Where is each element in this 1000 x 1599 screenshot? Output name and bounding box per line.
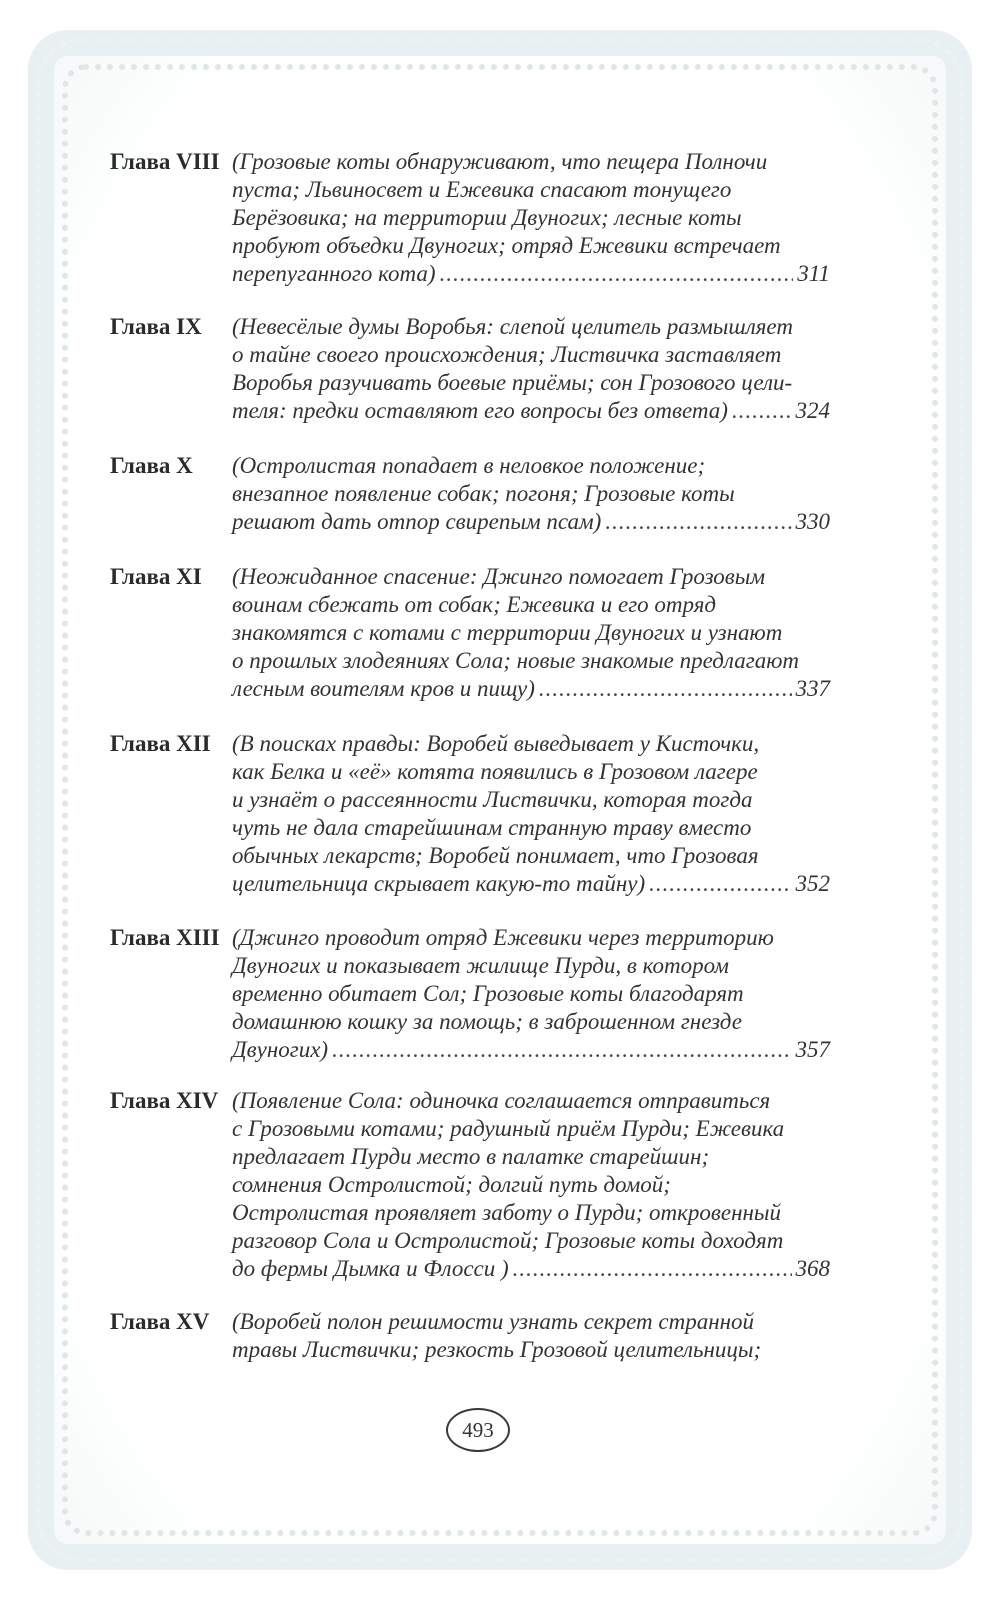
dot-leader	[732, 397, 792, 425]
chapter-description	[232, 1087, 830, 1283]
dot-leader	[440, 260, 794, 288]
chapter-page-number: 311	[797, 261, 830, 286]
description-line: разговор Сола и Остролистой; Грозовые коты доходят	[232, 1228, 784, 1253]
description-line: Воробья разучивать боевые приёмы; сон Грозового цели-	[232, 370, 793, 395]
chapter-description	[232, 148, 830, 288]
description-line: (Грозовые коты обнаруживают, что пещера Полночи	[232, 149, 768, 174]
description-line: перепуганного кота)	[232, 261, 436, 286]
chapter-description	[232, 924, 830, 1064]
chapter-label: Глава XIII	[110, 925, 220, 950]
description-line: Берёзовика; на территории Двуногих; лесные коты	[232, 205, 742, 230]
dot-leader	[649, 870, 791, 898]
description-line: целительница скрывает какую-то тайну)	[232, 871, 646, 896]
dot-leader	[539, 675, 792, 703]
chapter-label: Глава XI	[110, 564, 202, 589]
description-line: временно обитает Сол; Грозовые коты благодарят	[232, 981, 744, 1006]
description-line: предлагает Пурди место в палатке старейшин;	[232, 1144, 710, 1169]
description-line: травы Листвички; резкость Грозовой целительницы;	[232, 1337, 762, 1362]
chapter-description	[232, 452, 830, 536]
description-line: домашнюю кошку за помощь; в заброшенном гнезде	[232, 1009, 742, 1034]
chapter-page-number: 357	[795, 1037, 830, 1062]
chapter-page-number: 330	[795, 509, 830, 534]
chapter-page-number: 352	[795, 871, 830, 896]
chapter-label: Глава XV	[110, 1309, 210, 1334]
dot-leader	[332, 1036, 791, 1064]
description-line: Двуногих)	[232, 1037, 329, 1062]
chapter-page-number: 337	[795, 676, 830, 701]
description-line: (Неожиданное спасение: Джинго помогает Грозовым	[232, 564, 766, 589]
chapter-description	[232, 730, 830, 898]
description-line: теля: предки оставляют его вопросы без ответа)	[232, 398, 728, 423]
chapter-description	[232, 313, 830, 425]
description-last-line	[232, 260, 830, 288]
dot-leader	[513, 1255, 792, 1283]
description-line: решают дать отпор свирепым псам)	[232, 509, 602, 534]
description-line: (Невесёлые думы Воробья: слепой целитель размышляет	[232, 314, 793, 339]
description-last-line	[232, 1036, 830, 1064]
description-line: пуста; Львиносвет и Ежевика спасают тонущего	[232, 177, 732, 202]
description-last-line	[232, 675, 830, 703]
description-line: (Остролистая попадает в неловкое положение;	[232, 453, 706, 478]
chapter-label: Глава XII	[110, 731, 211, 756]
description-line: знакомятся с котами с территории Двуногих и узнают	[232, 620, 783, 645]
description-line: (Воробей полон решимости узнать секрет странной	[232, 1309, 755, 1334]
chapter-label: Глава IX	[110, 314, 202, 339]
page-number: 493	[446, 1408, 510, 1452]
description-line: обычных лекарств; Воробей понимает, что Грозовая	[232, 843, 759, 868]
description-line: с Грозовыми котами; радушный приём Пурди; Ежевика	[232, 1116, 785, 1141]
chapter-label: Глава XIV	[110, 1088, 219, 1113]
description-line: о тайне своего происхождения; Листвичка заставляет	[232, 342, 782, 367]
description-line: до фермы Дымка и Флосси )	[232, 1256, 509, 1281]
description-line: сомнения Остролистой; долгий путь домой;	[232, 1172, 671, 1197]
description-line: (Появление Сола: одиночка соглашается отправиться	[232, 1088, 771, 1113]
description-line: чуть не дала старейшинам странную траву вместо	[232, 815, 752, 840]
description-last-line	[232, 508, 830, 536]
description-line: воинам сбежать от собак; Ежевика и его отряд	[232, 592, 717, 617]
chapter-label: Глава VIII	[110, 149, 220, 174]
description-line: (Джинго проводит отряд Ежевики через территорию	[232, 925, 774, 950]
chapter-page-number: 324	[795, 398, 830, 423]
description-line: внезапное появление собак; погоня; Грозовые коты	[232, 481, 735, 506]
description-line: Остролистая проявляет заботу о Пурди; откровенный	[232, 1200, 781, 1225]
description-last-line	[232, 397, 830, 425]
description-last-line	[232, 1255, 830, 1283]
description-line: (В поисках правды: Воробей выведывает у Кисточки,	[232, 731, 760, 756]
description-line: как Белка и «её» котята появились в Грозовом лагере	[232, 759, 758, 784]
description-line: Двуногих и показывает жилище Пурди, в котором	[232, 953, 729, 978]
chapter-description	[232, 563, 830, 703]
chapter-label: Глава X	[110, 453, 193, 478]
description-line: лесным воителям кров и пищу)	[232, 676, 535, 701]
dot-leader	[605, 508, 791, 536]
chapter-description	[232, 1308, 830, 1364]
chapter-page-number: 368	[795, 1256, 830, 1281]
description-line: и узнаёт о рассеянности Листвички, которая тогда	[232, 787, 753, 812]
description-last-line	[232, 870, 830, 898]
description-line: о прошлых злодеяниях Сола; новые знакомые предлагают	[232, 648, 800, 673]
description-line: пробуют объедки Двуногих; отряд Ежевики встречает	[232, 233, 781, 258]
